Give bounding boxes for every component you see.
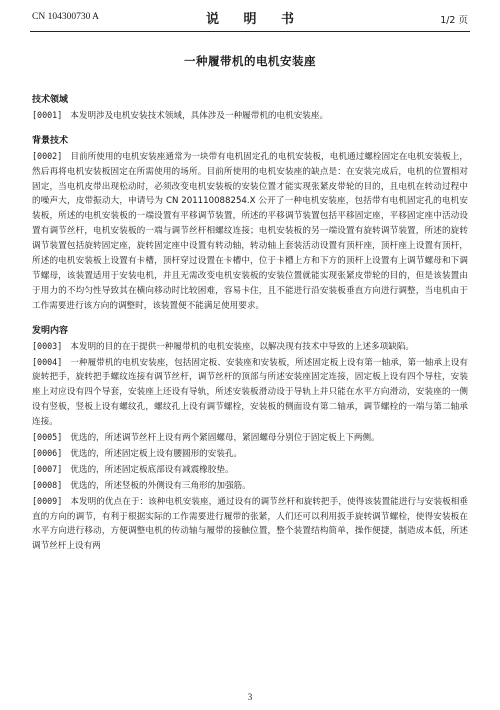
paragraph-text: 本发明涉及电机安装技术领域，具体涉及一种履带机的电机安装座。	[70, 110, 329, 121]
paragraph-text: 优选的，所述固定板底部设有减震橡胶垫。	[70, 464, 234, 475]
paragraph	[32, 108, 468, 124]
paragraph	[32, 339, 468, 355]
paragraph	[32, 494, 468, 555]
document-id: CN 104300730 A	[32, 12, 100, 22]
document-type: 说 明 书	[205, 12, 305, 27]
document-title: 一种履带机的电机安装座	[184, 54, 316, 68]
paragraph-number: [0008]	[32, 479, 63, 490]
paragraph-text: 优选的，所述竖板的外侧设有三角形的加强筋。	[70, 480, 251, 491]
section-heading-summary: 发明内容	[32, 325, 69, 336]
paragraph-number: [0002]	[32, 150, 63, 161]
paragraph	[32, 355, 468, 431]
section-heading-background: 背景技术	[32, 135, 69, 146]
paragraph-number: [0005]	[32, 432, 63, 443]
paragraph	[32, 430, 468, 446]
section-heading-tech-field: 技术领域	[32, 95, 69, 105]
paragraph-number: [0001]	[32, 109, 63, 120]
header-divider	[30, 31, 470, 32]
paragraph-number: [0004]	[32, 356, 63, 367]
paragraph	[32, 446, 468, 462]
page-number: 3	[247, 692, 253, 702]
document-body	[32, 93, 468, 554]
paragraph	[32, 478, 468, 494]
page-header	[0, 0, 500, 34]
paragraph-text: 本发明的目的在于提供一种履带机的电机安装座，以解决现有技术中导致的上述多项缺陷。	[70, 341, 415, 352]
page-indicator: 1/2 页	[440, 15, 468, 26]
paragraph	[32, 462, 468, 478]
paragraph-number: [0009]	[32, 495, 63, 506]
paragraph-text: 优选的，所述固定板上设有腰圆形的安装孔。	[70, 448, 243, 459]
paragraph-text: 一种履带机的电机安装座，包括固定板、安装座和安装板，所述固定板上设有第一轴承，第一轴承上设有旋转把手，旋转把手螺纹连接有调节丝杆，调节丝杆的顶部与所述安装座固定连接，固定板上设有四个导柱，安装座上对应设有四个导套，安装座上还设有导轨，所述安装板滑动设于导轨上并只能在水平方向滑动，安装座的一侧设有竖板，竖板上设有螺纹孔，螺纹孔上设有调节螺栓，安装板的侧面设有第二轴承，调节螺栓的一端与第二轴承连接。	[32, 357, 468, 428]
paragraph-text: 本发明的优点在于：该种电机安装座，通过设有的调节丝杆和旋转把手，使得该装置能进行与安装板相垂直的方向的调节，有利于根据实际的工作需要进行履带的张紧，人们还可以利用扳手旋转调节螺栓，使得安装板在水平方向进行移动，方便调整电机的传动轴与履带的接触位置，整个装置结构简单，操作便捷，制造成本低，所述调节丝杆上设有两	[32, 496, 468, 552]
paragraph-text: 目前所使用的电机安装座通常为一块带有电机固定孔的电机安装板，电机通过螺栓固定在电机安装板上，然后再将电机安装板固定在所需使用的场所。目前所使用的电机安装座的缺点是：在安装完成后，电机的位置相对固定，当电机皮带出现松动时，必须改变电机安装板的安装位置才能实现张紧皮带轮的目的，且电机在转动过程中的噪声大，皮带振动大，申请号为 CN 201110088254.X 公开了一种电机安装座，包括带有电机固定孔的电机安装板，所述的电机安装板的一端设置有平移调节装置，所述的平移调节装置包括平移固定座，平移固定座中活动设置有调节丝杆，电机安装板的一端与调节丝杆相螺纹连接；电机安装板的另一端设置有旋转调节装置，所述的旋转调节装置包括旋转固定座，旋转固定座中设置有转动轴，转动轴上套装活动设置有顶杆座，顶杆座上设置有顶杆，所述的电机安装板上设置有卡槽，顶杆穿过设置在卡槽中，位于卡槽上方和下方的顶杆上设置有上调节螺母和下调节螺母，该装置适用于安装电机，并且无需改变电机安装板的安装位置就能实现张紧皮带轮的目的，但是该装置由于用力的不均匀性导致其在横向移动时比较困难，容易卡住，且不能进行沿安装板垂直方向进行调整，当电机由于工作需要进行该方向的调整时，该装置便不能满足使用要求。	[32, 151, 468, 311]
paragraph	[32, 149, 468, 314]
paragraph-number: [0007]	[32, 463, 63, 474]
paragraph-number: [0003]	[32, 340, 63, 351]
paragraph-number: [0006]	[32, 447, 63, 458]
paragraph-text: 优选的，所述调节丝杆上设有两个紧固螺母，紧固螺母分别位于固定板上下两侧。	[70, 433, 380, 444]
